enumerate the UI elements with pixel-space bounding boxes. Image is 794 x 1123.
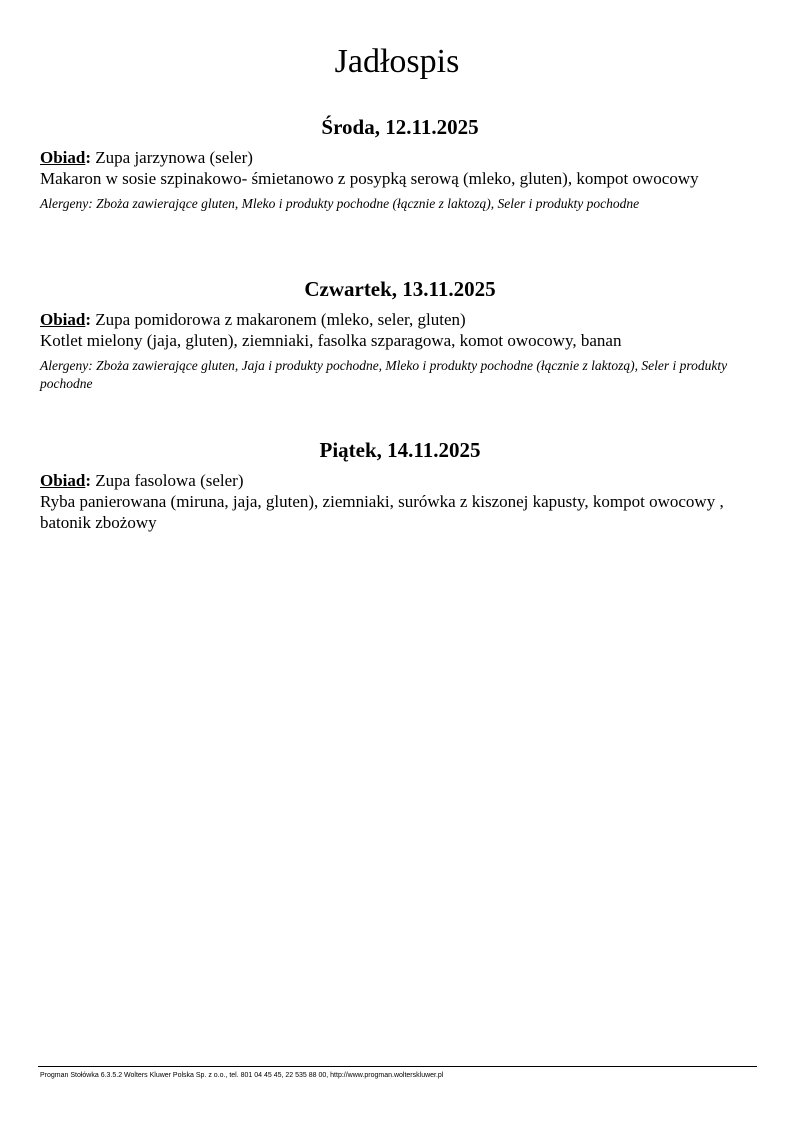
meal-label: Obiad bbox=[40, 310, 86, 329]
meal-line bbox=[40, 148, 760, 168]
meal-line bbox=[40, 310, 760, 330]
page-title: Jadłospis bbox=[334, 43, 460, 80]
meal-label: Obiad bbox=[40, 148, 86, 167]
allergens-text: Alergeny: Zboża zawierające gluten, Mleko i produkty pochodne (łącznie z laktozą), Seler i produkty pochodne bbox=[40, 196, 640, 211]
day-heading: Piątek, 14.11.2025 bbox=[319, 438, 481, 462]
meal-main-course: Kotlet mielony (jaja, gluten), ziemniaki, fasolka szparagowa, komot owocowy, banan bbox=[40, 331, 622, 350]
meal-main-course: Makaron w sosie szpinakowo- śmietanowo z posypką serową (mleko, gluten), kompot owocowy bbox=[40, 169, 699, 188]
day-heading: Czwartek, 13.11.2025 bbox=[304, 277, 496, 301]
day-section-thursday bbox=[40, 276, 760, 393]
meal-separator: : bbox=[85, 471, 92, 490]
meal-main-course: Ryba panierowana (miruna, jaja, gluten), ziemniaki, surówka z kiszonej kapusty, kompot owocowy , batonik zbożowy bbox=[40, 492, 724, 532]
meal-line bbox=[40, 471, 760, 491]
meal-label: Obiad bbox=[40, 471, 86, 490]
meal-separator: : bbox=[85, 310, 92, 329]
meal-soup: Zupa jarzynowa (seler) bbox=[91, 148, 253, 167]
footer-text: Progman Stołówka 6.3.5.2 Wolters Kluwer Polska Sp. z o.o., tel. 801 04 45 45, 22 535 88 00, http://www.progman.wolterskluwer.pl bbox=[40, 1072, 444, 1079]
meal-soup: Zupa fasolowa (seler) bbox=[91, 471, 244, 490]
day-heading: Środa, 12.11.2025 bbox=[321, 115, 479, 139]
meal-separator: : bbox=[85, 148, 92, 167]
day-section-friday bbox=[40, 437, 760, 533]
footer-divider bbox=[38, 1066, 757, 1067]
day-section-wednesday bbox=[40, 114, 760, 213]
meal-soup: Zupa pomidorowa z makaronem (mleko, seler, gluten) bbox=[91, 310, 466, 329]
allergens-text: Alergeny: Zboża zawierające gluten, Jaja i produkty pochodne, Mleko i produkty pochodne (łącznie z laktozą), Seler i produkty pochodne bbox=[40, 358, 728, 391]
